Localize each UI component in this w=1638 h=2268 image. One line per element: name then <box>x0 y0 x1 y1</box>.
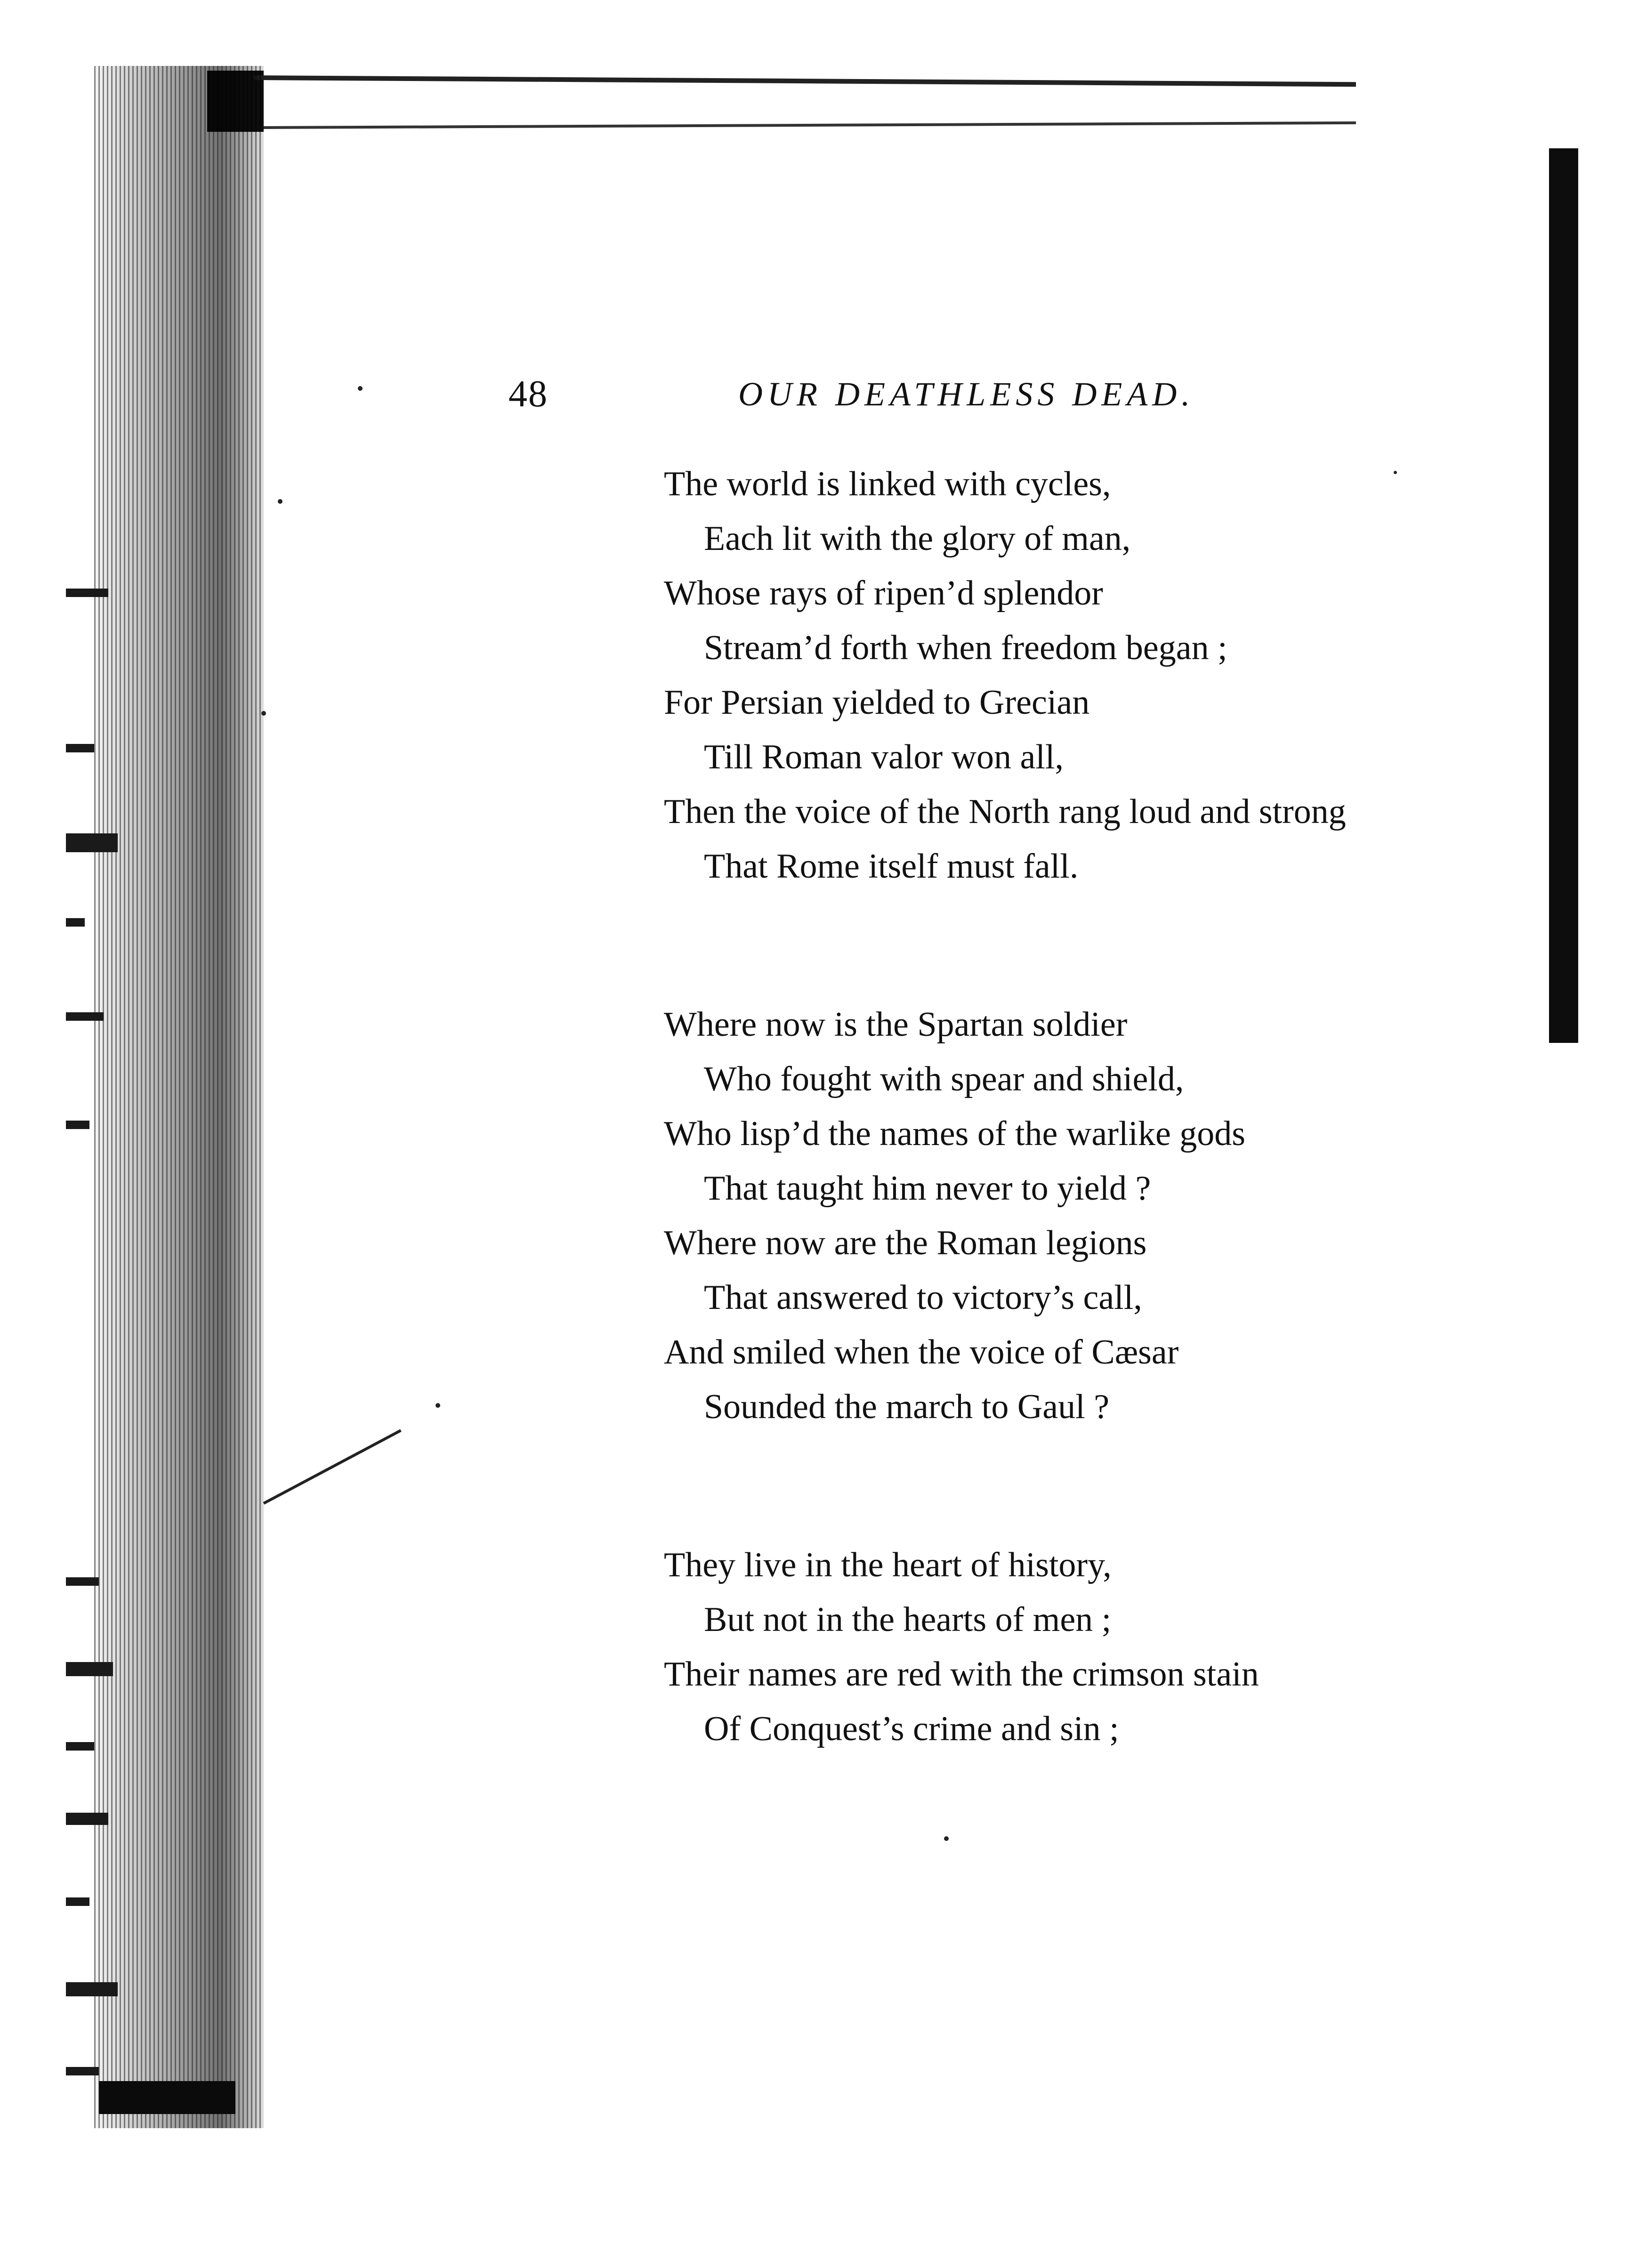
poem-line: That answered to victory’s call, <box>704 1278 1142 1317</box>
scan-speck <box>944 1836 949 1841</box>
scan-speck <box>261 711 266 716</box>
poem-line: Till Roman valor won all, <box>704 738 1064 776</box>
running-title: OUR DEATHLESS DEAD. <box>738 375 1195 413</box>
poem-line: Of Conquest’s crime and sin ; <box>704 1710 1119 1748</box>
poem-line: Who lisp’d the names of the warlike gods <box>664 1114 1246 1153</box>
stanza <box>664 1538 1558 1756</box>
poem-line: Where now is the Spartan soldier <box>664 1005 1128 1044</box>
stanza <box>664 457 1558 894</box>
poem-line: Who fought with spear and shield, <box>704 1060 1184 1098</box>
poem-line: But not in the hearts of men ; <box>704 1600 1112 1639</box>
poem-body <box>664 457 1558 1756</box>
stanza-gap <box>664 894 1558 997</box>
poem-line: Where now are the Roman legions <box>664 1224 1147 1262</box>
poem-line: Stream’d forth when freedom began ; <box>704 629 1227 667</box>
stanza-gap <box>664 1434 1558 1538</box>
page-header <box>0 368 1638 420</box>
scan-gutter-marks <box>66 589 122 2119</box>
poem-line: That taught him never to yield ? <box>704 1169 1151 1208</box>
page-number: 48 <box>508 373 548 415</box>
poem-line: Each lit with the glory of man, <box>704 519 1131 558</box>
scan-speck <box>436 1403 440 1408</box>
poem-line: Whose rays of ripen’d splendor <box>664 574 1103 613</box>
poem-line: Then the voice of the North rang loud and strong <box>664 792 1346 831</box>
scan-top-rule <box>254 75 1356 87</box>
scan-speck <box>278 499 282 504</box>
poem-line: And smiled when the voice of Cæsar <box>664 1333 1179 1372</box>
poem-line: They live in the heart of history, <box>664 1546 1112 1584</box>
poem-line: Sounded the march to Gaul ? <box>704 1388 1110 1426</box>
stanza <box>664 997 1558 1434</box>
poem-line: The world is linked with cycles, <box>664 465 1111 503</box>
poem-line: Their names are red with the crimson stain <box>664 1655 1259 1694</box>
poem-line: That Rome itself must fall. <box>704 847 1079 886</box>
scan-top-rule-lower <box>264 121 1356 129</box>
poem-line: For Persian yielded to Grecian <box>664 683 1090 722</box>
scan-streak <box>263 1429 402 1504</box>
